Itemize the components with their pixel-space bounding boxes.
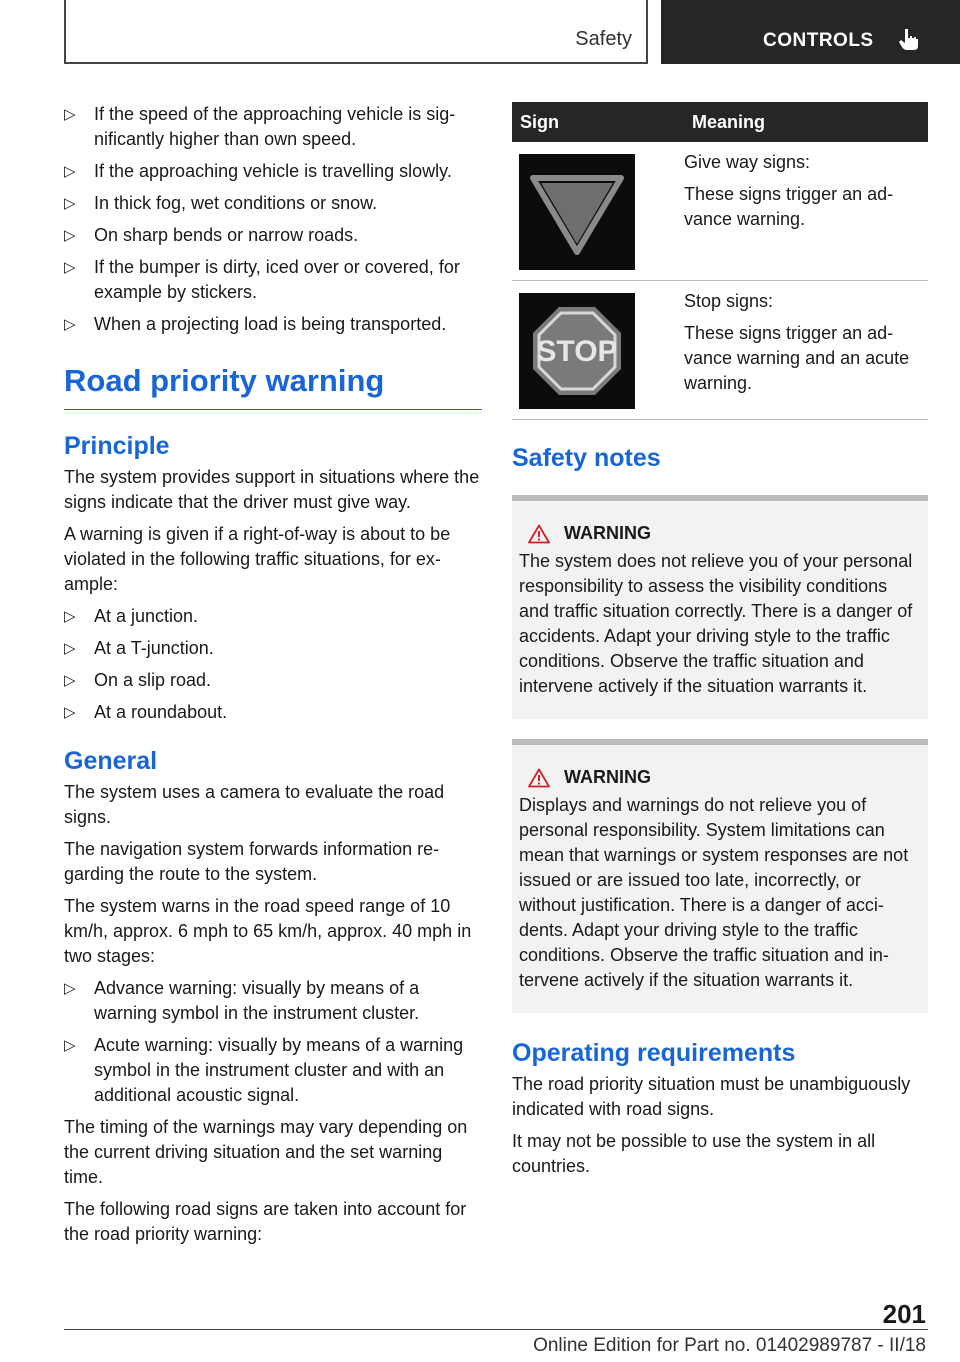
warning-triangle-icon [528,768,550,788]
warning-text: The system does not relieve you of your personal responsibility to assess the visibility conditions and traffic situation correctly. There is a danger of accidents. Adapt your driving style to the traffic conditions. Observe the traffic situation and intervene actively if the situation warrants it. [519,551,913,696]
warning-text: Displays and warnings do not relieve you of personal responsibility. System limitations can mean that warnings or system responses are not issued or are issued too late, incorrectly, or without justification. There is a danger of accidents. Adapt your driving style to the traffic conditions. Observe the traffic situation and intervene actively if the situation warrants it. [519,795,909,990]
road-sign-table [512,102,928,420]
list-item: ▷ If the speed of the approaching vehicle is significantly higher than own speed. [64,102,482,152]
intro-bullet-list [64,102,482,337]
list-item: ▷ On sharp bends or narrow roads. [64,223,482,248]
principle-heading: Principle [64,432,170,460]
edition-note: Online Edition for Part no. 01402989787 - II/18 [533,1335,926,1356]
list-item: ▷ At a roundabout. [64,700,482,725]
list-item: ▷ At a junction. [64,604,482,629]
stop-sign-icon [519,293,635,409]
list-item: ▷ At a T-junction. [64,636,482,661]
general-paragraph: The navigation system forwards information regarding the route to the system. [64,839,440,884]
situation-bullet-list [64,604,482,725]
sign-meaning-title: Give way signs: [684,152,811,172]
meaning-cell [684,142,928,281]
table-header-row [512,102,928,142]
list-item: ▷ Advance warning: visually by means of a warning symbol in the instrument cluster. [64,976,482,1026]
pointing-hand-icon [896,26,922,52]
meaning-cell [684,281,928,420]
warning-box [512,495,928,719]
sign-cell [512,281,684,420]
list-item: ▷ If the approaching vehicle is travelling slowly. [64,159,482,184]
warning-triangle-icon [528,524,550,544]
give-way-sign-icon [519,154,635,270]
warning-label: WARNING [564,767,651,787]
warning-box [512,739,928,1013]
principle-paragraph: A warning is given if a right-of-way is about to be violated in the following traffic situations, for example: [64,524,451,594]
section-title: Safety [575,28,632,50]
header-section-box [64,0,648,64]
list-item: ▷ Acute warning: visually by means of a warning symbol in the instrument cluster and with an additional acoustic signal. [64,1033,482,1108]
page-number: 201 [882,1299,926,1329]
operating-requirements-heading: Operating requirements [512,1039,796,1067]
general-paragraph: The system uses a camera to evaluate the road signs. [64,782,445,827]
list-item: ▷ In thick fog, wet conditions or snow. [64,191,482,216]
sign-meaning-text: These signs trigger an advance warning. [684,184,894,229]
warning-header [519,767,921,788]
column-header-meaning: Meaning [684,102,928,142]
left-column [64,102,482,1254]
safety-notes-heading: Safety notes [512,444,661,472]
operating-paragraph: It may not be possible to use the system in all countries. [512,1131,876,1176]
warning-stage-list [64,976,482,1108]
warning-header [519,523,921,544]
general-heading: General [64,747,158,775]
sign-meaning-title: Stop signs: [684,291,774,311]
general-paragraph: The timing of the warnings may vary depending on the current driving situation and the set warning time. [64,1117,468,1187]
table-row [512,142,928,281]
general-paragraph: The following road signs are taken into account for the road priority warning: [64,1199,467,1244]
sign-cell [512,142,684,281]
operating-paragraph: The road priority situation must be unambiguously indicated with road signs. [512,1074,911,1119]
chapter-title: CONTROLS [763,30,874,51]
header-chapter-box [661,0,960,64]
column-header-sign: Sign [512,102,684,142]
list-item: ▷ When a projecting load is being transported. [64,312,482,337]
stop-sign-label: STOP [536,335,618,368]
table-row [512,281,928,420]
footer-divider [64,1329,928,1330]
right-column [512,102,928,1186]
principle-paragraph: The system provides support in situations where the signs indicate that the driver must give way. [64,467,480,512]
page-title: Road priority warning [64,363,482,410]
list-item: ▷ If the bumper is dirty, iced over or covered, for example by stickers. [64,255,482,305]
sign-meaning-text: These signs trigger an advance warning and an acute warning. [684,323,910,393]
warning-label: WARNING [564,523,651,543]
general-paragraph: The system warns in the road speed range of 10 km/h, approx. 6 mph to 65 km/h, approx. 40 mph in two stages: [64,896,472,966]
list-item: ▷ On a slip road. [64,668,482,693]
